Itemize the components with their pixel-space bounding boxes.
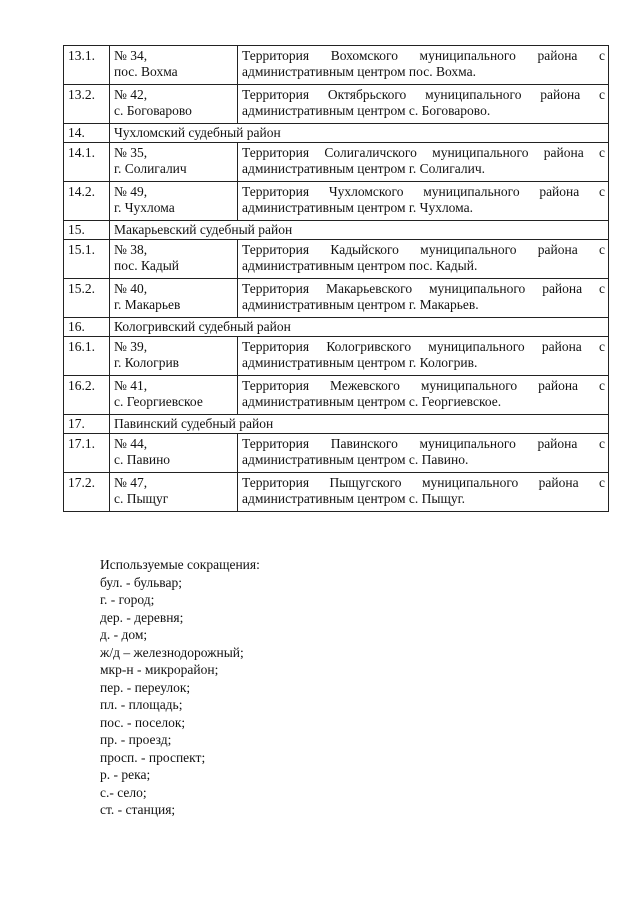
district-item-row — [64, 337, 609, 376]
district-group-title: Кологривский судебный район — [110, 318, 609, 337]
territory-description: Территория Межевского муниципального района с административным центром с. Георгиевское. — [238, 376, 609, 415]
judicial-districts-table-body — [64, 46, 609, 512]
court-section-cell — [110, 182, 238, 221]
territory-description: Территория Октябрьского муниципального района с административным центром с. Боговарово. — [238, 85, 609, 124]
district-item-row — [64, 473, 609, 512]
abbreviation-item: пос. - поселок; — [100, 714, 186, 730]
territory-description: Территория Пыщугского муниципального района с административным центром с. Пыщуг. — [238, 473, 609, 512]
abbreviation-item: пл. - площадь; — [100, 697, 183, 712]
district-item-row — [64, 182, 609, 221]
court-section-cell — [110, 46, 238, 85]
court-section-locality: г. Кологрив — [114, 355, 180, 370]
district-item-row — [64, 376, 609, 415]
row-number: 15. — [64, 221, 110, 240]
abbreviations-list — [100, 574, 260, 819]
territory-description: Территория Кологривского муниципального района с административным центром г. Кологрив. — [238, 337, 609, 376]
abbreviation-item: ст. - станция; — [100, 802, 176, 817]
row-number: 16. — [64, 318, 110, 337]
abbreviation-item: бул. - бульвар; — [100, 574, 182, 590]
row-number: 16.2. — [64, 376, 110, 415]
abbreviation-item: пер. - переулок; — [100, 679, 191, 695]
court-section-locality: пос. Кадый — [114, 258, 180, 273]
abbreviation-item: ж/д – железнодорожный; — [100, 644, 244, 660]
abbreviation-item: пр. - проезд; — [100, 732, 172, 747]
court-section-locality: с. Пыщуг — [114, 491, 169, 506]
district-item-row — [64, 279, 609, 318]
district-item-row — [64, 85, 609, 124]
court-section-number: № 39, — [114, 339, 148, 354]
row-number: 13.2. — [64, 85, 110, 124]
abbreviation-item: дер. - деревня; — [100, 609, 184, 625]
row-number: 17.2. — [64, 473, 110, 512]
territory-description: Территория Солигаличского муниципального района с административным центром г. Солигалич. — [238, 143, 609, 182]
court-section-cell — [110, 240, 238, 279]
row-number: 15.2. — [64, 279, 110, 318]
court-section-number: № 44, — [114, 436, 148, 451]
district-group-title: Макарьевский судебный район — [110, 221, 609, 240]
abbreviation-item: просп. - проспект; — [100, 749, 206, 765]
court-section-number: № 40, — [114, 281, 148, 296]
judicial-districts-table — [63, 45, 609, 512]
row-number: 17.1. — [64, 434, 110, 473]
court-section-locality: пос. Вохма — [114, 64, 178, 79]
row-number: 13.1. — [64, 46, 110, 85]
court-section-number: № 38, — [114, 242, 148, 257]
court-section-cell — [110, 473, 238, 512]
court-section-locality: г. Солигалич — [114, 161, 187, 176]
abbreviation-item: д. - дом; — [100, 627, 148, 642]
abbreviation-item: мкр-н - микрорайон; — [100, 662, 219, 677]
abbreviation-item: г. - город; — [100, 592, 155, 607]
court-section-cell — [110, 337, 238, 376]
row-number: 16.1. — [64, 337, 110, 376]
district-item-row — [64, 143, 609, 182]
court-section-number: № 49, — [114, 184, 148, 199]
district-item-row — [64, 46, 609, 85]
court-section-number: № 34, — [114, 48, 148, 63]
district-group-row — [64, 415, 609, 434]
abbreviations-section — [100, 556, 260, 819]
court-section-locality: с. Павино — [114, 452, 171, 467]
court-section-locality: с. Боговарово — [114, 103, 192, 118]
territory-description: Территория Кадыйского муниципального района с административным центром пос. Кадый. — [238, 240, 609, 279]
district-group-row — [64, 124, 609, 143]
district-group-row — [64, 221, 609, 240]
district-group-row — [64, 318, 609, 337]
row-number: 17. — [64, 415, 110, 434]
row-number: 14. — [64, 124, 110, 143]
district-group-title: Чухломский судебный район — [110, 124, 609, 143]
court-section-cell — [110, 279, 238, 318]
territory-description: Территория Павинского муниципального района с административным центром с. Павино. — [238, 434, 609, 473]
territory-description: Территория Макарьевского муниципального района с административным центром г. Макарьев. — [238, 279, 609, 318]
territory-description: Территория Вохомского муниципального района с административным центром пос. Вохма. — [238, 46, 609, 85]
row-number: 14.1. — [64, 143, 110, 182]
abbreviation-item: с.- село; — [100, 784, 147, 800]
court-section-cell — [110, 434, 238, 473]
court-section-number: № 41, — [114, 378, 148, 393]
district-item-row — [64, 240, 609, 279]
court-section-cell — [110, 85, 238, 124]
abbreviations-heading: Используемые сокращения: — [100, 557, 260, 572]
court-section-number: № 35, — [114, 145, 148, 160]
court-section-locality: г. Макарьев — [114, 297, 181, 312]
court-section-locality: с. Георгиевское — [114, 394, 203, 409]
row-number: 15.1. — [64, 240, 110, 279]
court-section-number: № 47, — [114, 475, 148, 490]
court-section-cell — [110, 143, 238, 182]
district-item-row — [64, 434, 609, 473]
territory-description: Территория Чухломского муниципального района с административным центром г. Чухлома. — [238, 182, 609, 221]
row-number: 14.2. — [64, 182, 110, 221]
abbreviation-item: р. - река; — [100, 767, 151, 782]
court-section-locality: г. Чухлома — [114, 200, 175, 215]
court-section-cell — [110, 376, 238, 415]
district-group-title: Павинский судебный район — [110, 415, 609, 434]
court-section-number: № 42, — [114, 87, 148, 102]
